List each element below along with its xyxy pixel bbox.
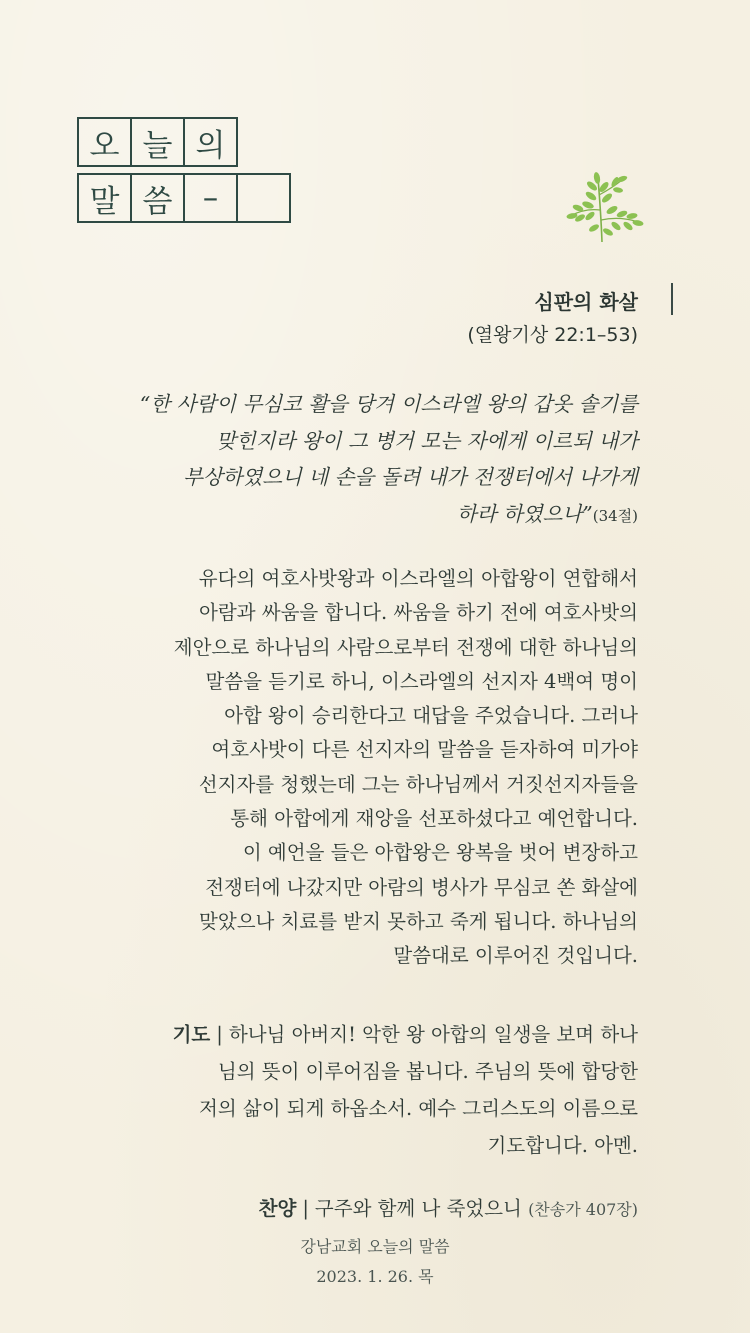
quote-line: 맞힌지라 왕이 그 병거 모는 자에게 이르되 내가: [216, 428, 638, 453]
prayer-line: 하나님 아버지! 악한 왕 아합의 일생을 보며 하나: [228, 1023, 638, 1046]
title-cell-empty: [236, 173, 291, 223]
body-line: 여호사밧이 다른 선지자의 말씀을 듣자하여 미가야: [211, 738, 638, 762]
body-line: 말씀대로 이루어진 것입니다.: [393, 944, 638, 968]
sermon-subject: 심판의 화살: [534, 290, 638, 314]
scripture-quote: [78, 386, 638, 534]
title-cell: 의: [183, 117, 238, 167]
prayer-separator: |: [216, 1023, 223, 1046]
footer-church: 강남교회 오늘의 말씀: [300, 1237, 450, 1256]
title-cell: 씀: [130, 173, 185, 223]
footer-date: 2023. 1. 26. 목: [316, 1267, 434, 1286]
quote-line-last: [78, 496, 638, 535]
quote-line: 부상하였으니 네 손을 돌려 내가 전쟁터에서 나가게: [183, 465, 638, 489]
hymn-title: 구주와 함께 나 죽었으니: [314, 1197, 522, 1220]
leaf-sprig-icon: [560, 170, 645, 245]
prayer-first-line: [118, 1016, 638, 1053]
quote-line: “한 사람이 무심코 활을 당겨 이스라엘 왕의 갑옷 솔기를: [139, 392, 638, 416]
quote-line: 하라 하였으나”: [456, 501, 593, 526]
hymn-separator: |: [302, 1197, 309, 1220]
prayer-line: 님의 뜻이 이루어짐을 봅니다. 주님의 뜻에 합당한: [217, 1060, 638, 1083]
title-cell: 늘: [130, 117, 185, 167]
title-cell: 오: [77, 117, 132, 167]
prayer-line: 저의 삶이 되게 하옵소서. 예수 그리스도의 이름으로: [199, 1097, 638, 1120]
body-line: 통해 아합에게 재앙을 선포하셨다고 예언합니다.: [230, 807, 638, 831]
body-line: 아합 왕이 승리한다고 대답을 주었습니다. 그러나: [224, 704, 638, 728]
body-line: 이 예언을 들은 아합왕은 왕복을 벗어 변장하고: [242, 841, 638, 865]
title-grid-row-2: [77, 173, 291, 223]
prayer-line: 기도합니다. 아멘.: [487, 1134, 638, 1157]
title-cell: –: [183, 173, 238, 223]
scripture-reference: (열왕기상 22:1–53): [467, 324, 638, 346]
devotional-body: [78, 562, 638, 974]
divider-bar: [671, 283, 673, 315]
prayer-label: 기도: [172, 1023, 211, 1046]
body-line: 아람과 싸움을 합니다. 싸움을 하기 전에 여호사밧의: [199, 601, 638, 625]
body-line: 말씀을 듣기로 하니, 이스라엘의 선지자 4백여 명이: [205, 669, 638, 693]
verse-number: (34절): [592, 506, 638, 525]
title-grid-row-1: [77, 117, 238, 167]
hymn-section: [259, 1193, 638, 1221]
body-line: 선지자를 청했는데 그는 하나님께서 거짓선지자들을: [198, 772, 638, 796]
hymn-label: 찬양: [258, 1197, 297, 1220]
body-line: 제안으로 하나님의 사람으로부터 전쟁에 대한 하나님의: [173, 635, 638, 659]
body-line: 맞았으나 치료를 받지 못하고 죽게 됩니다. 하나님의: [199, 909, 638, 933]
body-line: 유다의 여호사밧왕과 이스라엘의 아합왕이 연합해서: [198, 567, 638, 590]
body-line: 전쟁터에 나갔지만 아람의 병사가 무심코 쏜 화살에: [205, 875, 638, 899]
hymn-number: (찬송가 407장): [528, 1200, 638, 1219]
title-cell: 말: [77, 173, 132, 223]
prayer-section: [118, 1016, 638, 1164]
